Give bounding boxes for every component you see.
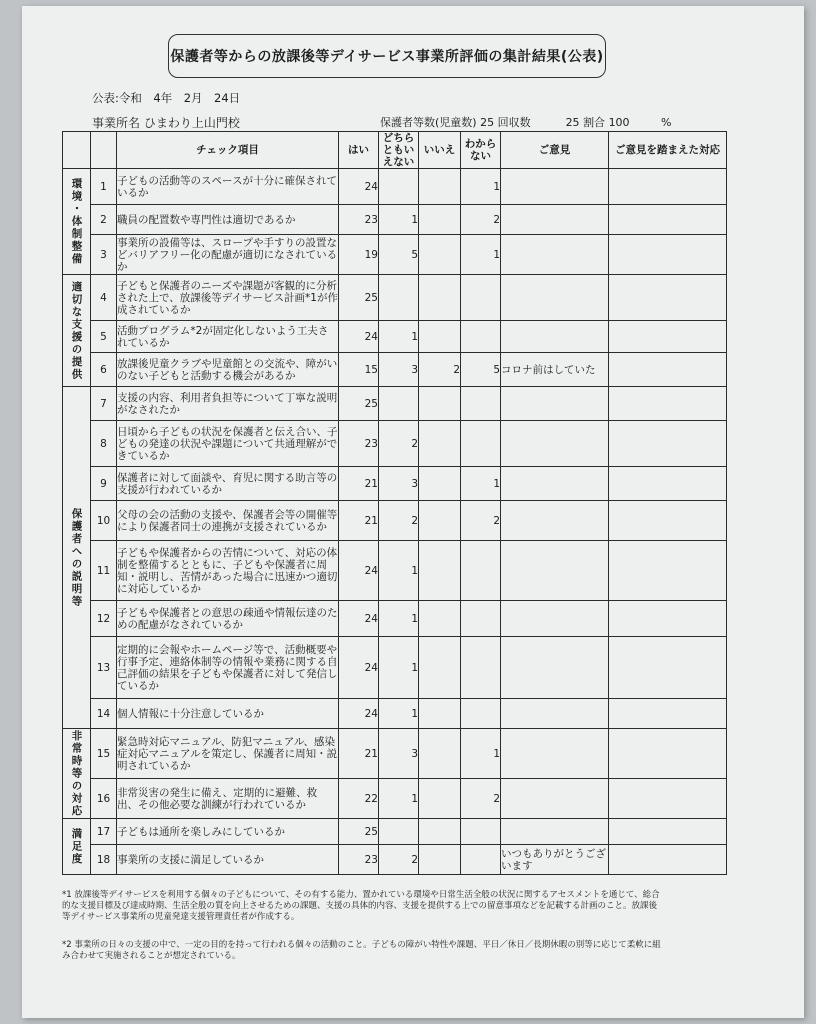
responses-label: 回収数 — [497, 116, 531, 129]
check-item-text: 職員の配置数や専門性は適切であるか — [117, 205, 339, 235]
response-cell — [609, 235, 727, 275]
table-row — [63, 321, 727, 353]
no-count: 2 — [419, 353, 461, 387]
check-item-text: 日頃から子どもの状況を保護者と伝え合い、子どもの発達の状況や課題について共通理解ができているか — [117, 421, 339, 467]
category-label: 満足度 — [63, 819, 91, 875]
response-cell — [609, 845, 727, 875]
neither-count: 2 — [379, 845, 419, 875]
row-number: 3 — [91, 235, 117, 275]
no-count — [419, 235, 461, 275]
row-number: 12 — [91, 601, 117, 637]
yes-count: 24 — [339, 699, 379, 729]
header-number — [91, 132, 117, 169]
neither-count — [379, 275, 419, 321]
response-cell — [609, 387, 727, 421]
opinion-cell — [501, 819, 609, 845]
row-number: 6 — [91, 353, 117, 387]
neither-count: 2 — [379, 421, 419, 467]
neither-count: 1 — [379, 699, 419, 729]
response-cell — [609, 275, 727, 321]
opinion-cell — [501, 169, 609, 205]
office-name: 事業所名 ひまわり上山門校 — [92, 116, 240, 130]
response-cell — [609, 467, 727, 501]
table-row — [63, 637, 727, 699]
header-no: いいえ — [419, 132, 461, 169]
check-item-text: 子どもは通所を楽しみにしているか — [117, 819, 339, 845]
unknown-count: 2 — [461, 501, 501, 541]
neither-count: 3 — [379, 729, 419, 779]
table-row — [63, 501, 727, 541]
yes-count: 21 — [339, 501, 379, 541]
row-number: 18 — [91, 845, 117, 875]
unknown-count — [461, 637, 501, 699]
table-row — [63, 387, 727, 421]
row-number: 16 — [91, 779, 117, 819]
yes-count: 24 — [339, 169, 379, 205]
response-cell — [609, 541, 727, 601]
row-number: 7 — [91, 387, 117, 421]
yes-count: 24 — [339, 601, 379, 637]
table-row — [63, 467, 727, 501]
parents-value: 25 — [480, 116, 495, 129]
no-count — [419, 779, 461, 819]
yes-count: 21 — [339, 467, 379, 501]
check-item-text: 子どもの活動等のスペースが十分に確保されているか — [117, 169, 339, 205]
table-row — [63, 205, 727, 235]
opinion-cell — [501, 699, 609, 729]
opinion-cell: いつもありがとうございます — [501, 845, 609, 875]
unknown-count — [461, 421, 501, 467]
yes-count: 25 — [339, 275, 379, 321]
no-count — [419, 169, 461, 205]
header-check-item: チェック項目 — [117, 132, 339, 169]
rate-label: 割合 — [583, 116, 606, 129]
unknown-count: 1 — [461, 729, 501, 779]
table-row — [63, 819, 727, 845]
row-number: 13 — [91, 637, 117, 699]
opinion-cell — [501, 601, 609, 637]
check-item-text: 保護者に対して面談や、育児に関する助言等の支援が行われているか — [117, 467, 339, 501]
unknown-count — [461, 275, 501, 321]
table-row — [63, 541, 727, 601]
row-number: 2 — [91, 205, 117, 235]
no-count — [419, 501, 461, 541]
rate-value: 100 — [608, 116, 630, 129]
table-row — [63, 779, 727, 819]
no-count — [419, 637, 461, 699]
table-row — [63, 421, 727, 467]
row-number: 14 — [91, 699, 117, 729]
table-row — [63, 699, 727, 729]
neither-count — [379, 169, 419, 205]
response-cell — [609, 729, 727, 779]
responses-value: 25 — [565, 116, 580, 129]
unknown-count — [461, 387, 501, 421]
yes-count: 23 — [339, 205, 379, 235]
header-response: ご意見を踏まえた対応 — [609, 132, 727, 169]
header-category — [63, 132, 91, 169]
check-item-text: 放課後児童クラブや児童館との交流や、障がいのない子どもと活動する機会があるか — [117, 353, 339, 387]
unknown-count — [461, 819, 501, 845]
response-cell — [609, 699, 727, 729]
no-count — [419, 845, 461, 875]
opinion-cell — [501, 205, 609, 235]
check-item-text: 事業所の設備等は、スロープや手すりの設置などバリアフリー化の配慮が適切になされているか — [117, 236, 338, 273]
row-number: 5 — [91, 321, 117, 353]
opinion-cell: コロナ前はしていた — [501, 353, 609, 387]
row-number: 10 — [91, 501, 117, 541]
yes-count: 19 — [339, 235, 379, 275]
yes-count: 22 — [339, 779, 379, 819]
response-cell — [609, 169, 727, 205]
yes-count: 24 — [339, 541, 379, 601]
neither-count: 2 — [379, 501, 419, 541]
no-count — [419, 729, 461, 779]
check-item-text: 子どもと保護者のニーズや課題が客観的に分析された上で、放課後等デイサービス計画*1が作成されているか — [117, 275, 339, 321]
check-item-text: 活動プログラム*2が固定化しないよう工夫されているか — [117, 321, 339, 353]
neither-count: 5 — [379, 235, 419, 275]
header-neither: どちらともいえない — [379, 132, 419, 169]
response-cell — [609, 819, 727, 845]
neither-count: 1 — [379, 779, 419, 819]
yes-count: 21 — [339, 729, 379, 779]
response-cell — [609, 321, 727, 353]
unknown-count: 1 — [461, 467, 501, 501]
no-count — [419, 541, 461, 601]
table-row — [63, 601, 727, 637]
evaluation-table — [62, 131, 727, 875]
header-yes: はい — [339, 132, 379, 169]
yes-count: 23 — [339, 845, 379, 875]
header-opinion: ご意見 — [501, 132, 609, 169]
no-count — [419, 321, 461, 353]
check-item-text: 子どもや保護者との意思の疎通や情報伝達のための配慮がなされているか — [117, 601, 339, 637]
row-number: 8 — [91, 421, 117, 467]
check-item-text: 定期的に会報やホームページ等で、活動概要や行事予定、連絡体制等の情報や業務に関する自己評価の結果を子どもや保護者に対して発信しているか — [117, 637, 339, 699]
neither-count — [379, 387, 419, 421]
row-number: 17 — [91, 819, 117, 845]
no-count — [419, 601, 461, 637]
neither-count: 3 — [379, 467, 419, 501]
opinion-cell — [501, 541, 609, 601]
category-label: 環境・体制整備 — [63, 169, 91, 275]
row-number: 1 — [91, 169, 117, 205]
table-row — [63, 729, 727, 779]
unknown-count — [461, 541, 501, 601]
publication-date: 公表:令和 4年 2月 24日 — [92, 91, 241, 105]
unknown-count — [461, 601, 501, 637]
table-row — [63, 845, 727, 875]
unknown-count — [461, 845, 501, 875]
table-header-row — [63, 132, 727, 169]
row-number: 4 — [91, 275, 117, 321]
response-cell — [609, 353, 727, 387]
no-count — [419, 819, 461, 845]
yes-count: 25 — [339, 819, 379, 845]
category-label: 非常時等の対応 — [63, 729, 91, 819]
unknown-count: 5 — [461, 353, 501, 387]
table-row — [63, 169, 727, 205]
row-number: 11 — [91, 541, 117, 601]
no-count — [419, 387, 461, 421]
unknown-count — [461, 321, 501, 353]
row-number: 9 — [91, 467, 117, 501]
opinion-cell — [501, 275, 609, 321]
neither-count: 1 — [379, 541, 419, 601]
neither-count: 1 — [379, 321, 419, 353]
response-cell — [609, 637, 727, 699]
no-count — [419, 467, 461, 501]
no-count — [419, 421, 461, 467]
neither-count — [379, 819, 419, 845]
document-title: 保護者等からの放課後等デイサービス事業所評価の集計結果(公表) — [168, 34, 606, 78]
check-item-text: 事業所の支援に満足しているか — [117, 845, 339, 875]
yes-count: 24 — [339, 637, 379, 699]
neither-count: 1 — [379, 601, 419, 637]
check-item-text: 父母の会の活動の支援や、保護者会等の開催等により保護者同士の連携が支援されているか — [117, 501, 339, 541]
response-cell — [609, 421, 727, 467]
unknown-count: 2 — [461, 205, 501, 235]
table-row — [63, 235, 727, 275]
unknown-count — [461, 699, 501, 729]
category-label: 保護者への説明等 — [63, 387, 91, 729]
opinion-cell — [501, 501, 609, 541]
response-cell — [609, 779, 727, 819]
neither-count: 1 — [379, 205, 419, 235]
opinion-cell — [501, 467, 609, 501]
response-cell — [609, 601, 727, 637]
opinion-cell — [501, 387, 609, 421]
no-count — [419, 275, 461, 321]
check-item-text: 個人情報に十分注意しているか — [117, 699, 339, 729]
no-count — [419, 205, 461, 235]
response-cell — [609, 501, 727, 541]
opinion-cell — [501, 235, 609, 275]
response-cell — [609, 205, 727, 235]
opinion-cell — [501, 637, 609, 699]
check-item-text: 支援の内容、利用者負担等について丁寧な説明がなされたか — [117, 387, 339, 421]
table-row — [63, 353, 727, 387]
unknown-count: 2 — [461, 779, 501, 819]
no-count — [419, 699, 461, 729]
category-label: 適切な支援の提供 — [63, 275, 91, 387]
neither-count: 1 — [379, 637, 419, 699]
parents-label: 保護者等数(児童数) — [380, 116, 477, 129]
yes-count: 23 — [339, 421, 379, 467]
check-item-text: 緊急時対応マニュアル、防犯マニュアル、感染症対応マニュアルを策定し、保護者に周知・説明されているか — [117, 729, 339, 779]
opinion-cell — [501, 421, 609, 467]
opinion-cell — [501, 729, 609, 779]
footnote-1: *1 放課後等デイサービスを利用する個々の子どもについて、その有する能力、置かれている環境や日常生活全般の状況に関するアセスメントを通じて、総合的な支援目標及び達成時期、生活全般の質を向上させるための課題、支援の具体的内容、支援を提供する上での留意事項などを記載する計画のこと。放課後等デイサービス事業所の児童発達支援管理責任者が作成する。 — [62, 890, 660, 922]
footnote-2: *2 事業所の日々の支援の中で、一定の目的を持って行われる個々の活動のこと。子どもの障がい特性や課題、平日／休日／長期休暇の別等に応じて柔軟に組み合わせて実施されることが想定されている。 — [62, 940, 661, 961]
yes-count: 25 — [339, 387, 379, 421]
check-item-text: 子どもや保護者からの苦情について、対応の体制を整備するとともに、子どもや保護者に周知・説明し、苦情があった場合に迅速かつ適切に対応しているか — [117, 541, 339, 601]
table-row — [63, 275, 727, 321]
rate-unit: % — [661, 116, 672, 129]
row-number: 15 — [91, 729, 117, 779]
response-stats — [380, 114, 672, 130]
header-unknown: わからない — [461, 132, 501, 169]
yes-count: 15 — [339, 353, 379, 387]
unknown-count: 1 — [461, 169, 501, 205]
yes-count: 24 — [339, 321, 379, 353]
unknown-count: 1 — [461, 235, 501, 275]
check-item-text: 非常災害の発生に備え、定期的に避難、救出、その他必要な訓練が行われているか — [117, 779, 339, 819]
opinion-cell — [501, 779, 609, 819]
opinion-cell — [501, 321, 609, 353]
neither-count: 3 — [379, 353, 419, 387]
